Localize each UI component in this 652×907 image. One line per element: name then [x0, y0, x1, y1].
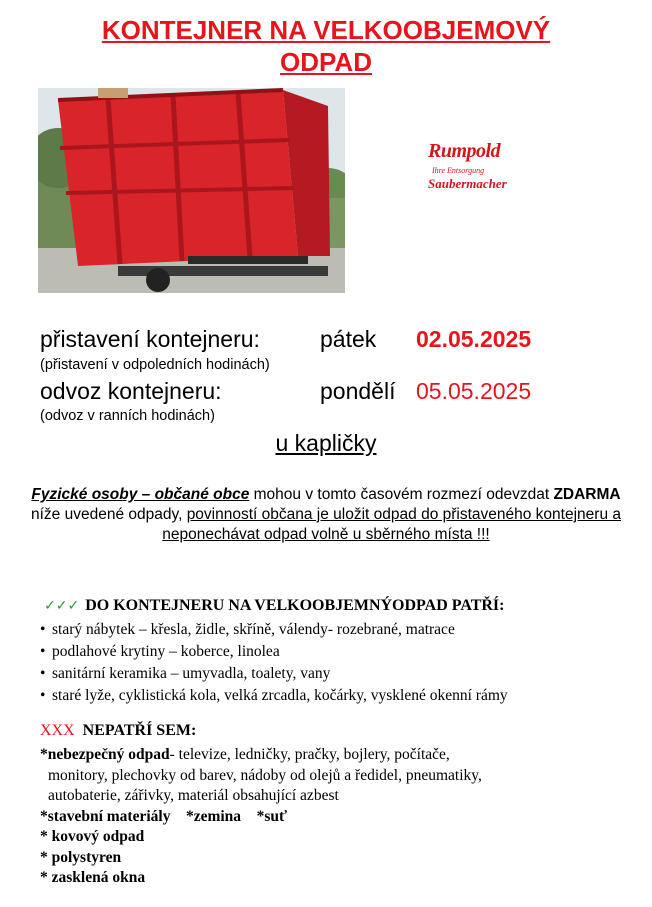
bullet-icon: •	[40, 665, 46, 682]
title-line-2: ODPAD	[280, 47, 372, 77]
notice-free: ZDARMA	[553, 486, 621, 503]
container-photo	[38, 88, 345, 293]
hazard-text-2: monitory, plechovky od barev, nádoby od olejů a ředidel, pneumatiky,	[48, 766, 482, 784]
soil-label: *zemina	[185, 807, 242, 825]
notice-text-1: mohou v tomto časovém rozmezí odevzdat	[249, 486, 554, 503]
bullet-icon: •	[40, 621, 46, 638]
allowed-heading	[44, 597, 504, 615]
notice-who: Fyzické osoby – občané obce	[31, 486, 250, 503]
delivery-label: přistavení kontejneru:	[40, 326, 260, 352]
delivery-note: (přistavení v odpoledních hodinách)	[40, 357, 270, 373]
forbidden-heading	[40, 722, 196, 740]
rumpold-logo	[428, 140, 532, 196]
bullet-icon: •	[40, 643, 46, 660]
bullet-icon: •	[40, 687, 46, 704]
hazard-text-3: autobaterie, zářivky, materiál obsahující azbest	[48, 787, 339, 804]
collection-place: u kapličky	[275, 430, 377, 456]
logo-name: Rumpold	[428, 140, 501, 162]
hazard-text-1: - televize, ledničky, pračky, bojlery, počítače,	[169, 746, 450, 763]
list-item	[40, 641, 508, 663]
check-icon: ✓✓✓	[44, 598, 80, 614]
allowed-item-text: starý nábytek – křesla, židle, skříně, válendy- rozebrané, matrace	[52, 621, 455, 638]
hazard-label: *nebezpečný odpad	[40, 746, 170, 763]
list-item	[40, 619, 508, 641]
logo-tagline: Ihre Entsorgung	[432, 166, 485, 175]
metal-label: * kovový odpad	[40, 828, 145, 845]
pickup-note: (odvoz v ranních hodinách)	[40, 408, 215, 424]
list-item	[40, 663, 508, 685]
building-label: *stavební materiály	[40, 807, 171, 825]
container-illustration	[38, 88, 345, 293]
forbidden-item-metal	[40, 827, 482, 848]
allowed-item-text: sanitární keramika – umyvadla, toalety, vany	[52, 665, 331, 682]
page-title	[0, 14, 652, 78]
delivery-date: 02.05.2025	[416, 326, 532, 352]
glass-label: * zasklená okna	[40, 869, 146, 886]
allowed-item-text: podlahové krytiny – koberce, linolea	[52, 643, 280, 660]
notice-paragraph	[30, 485, 622, 545]
allowed-list	[40, 619, 508, 707]
pickup-day: pondělí	[320, 378, 396, 404]
forbidden-item-building	[40, 807, 482, 828]
pickup-date: 05.05.2025	[416, 378, 532, 404]
notice-text-2: níže uvedené odpady,	[30, 506, 187, 523]
delivery-day: pátek	[320, 326, 377, 352]
list-item	[40, 685, 508, 707]
rubble-label: *suť	[256, 807, 288, 825]
forbidden-item-glass	[40, 868, 482, 889]
forbidden-heading-text: NEPATŘÍ SEM:	[82, 722, 197, 739]
forbidden-item-hazard	[40, 745, 482, 766]
forbidden-item-poly	[40, 848, 482, 869]
title-line-1: KONTEJNER NA VELKOOBJEMOVÝ	[101, 15, 551, 45]
notice-duty: povinností občana je uložit odpad do přistaveného kontejneru a neponechávat odpad volně u sběrného místa !!!	[162, 506, 621, 543]
cross-icon: XXX	[40, 722, 75, 739]
forbidden-list	[40, 745, 482, 889]
pickup-label: odvoz kontejneru:	[40, 378, 222, 404]
logo-sub: Saubermacher	[428, 176, 507, 191]
allowed-heading-text: DO KONTEJNERU NA VELKOOBJEMNÝODPAD PATŘÍ:	[85, 597, 505, 614]
poly-label: * polystyren	[40, 848, 122, 866]
allowed-item-text: staré lyže, cyklistická kola, velká zrcadla, kočárky, vysklené okenní rámy	[52, 687, 508, 704]
